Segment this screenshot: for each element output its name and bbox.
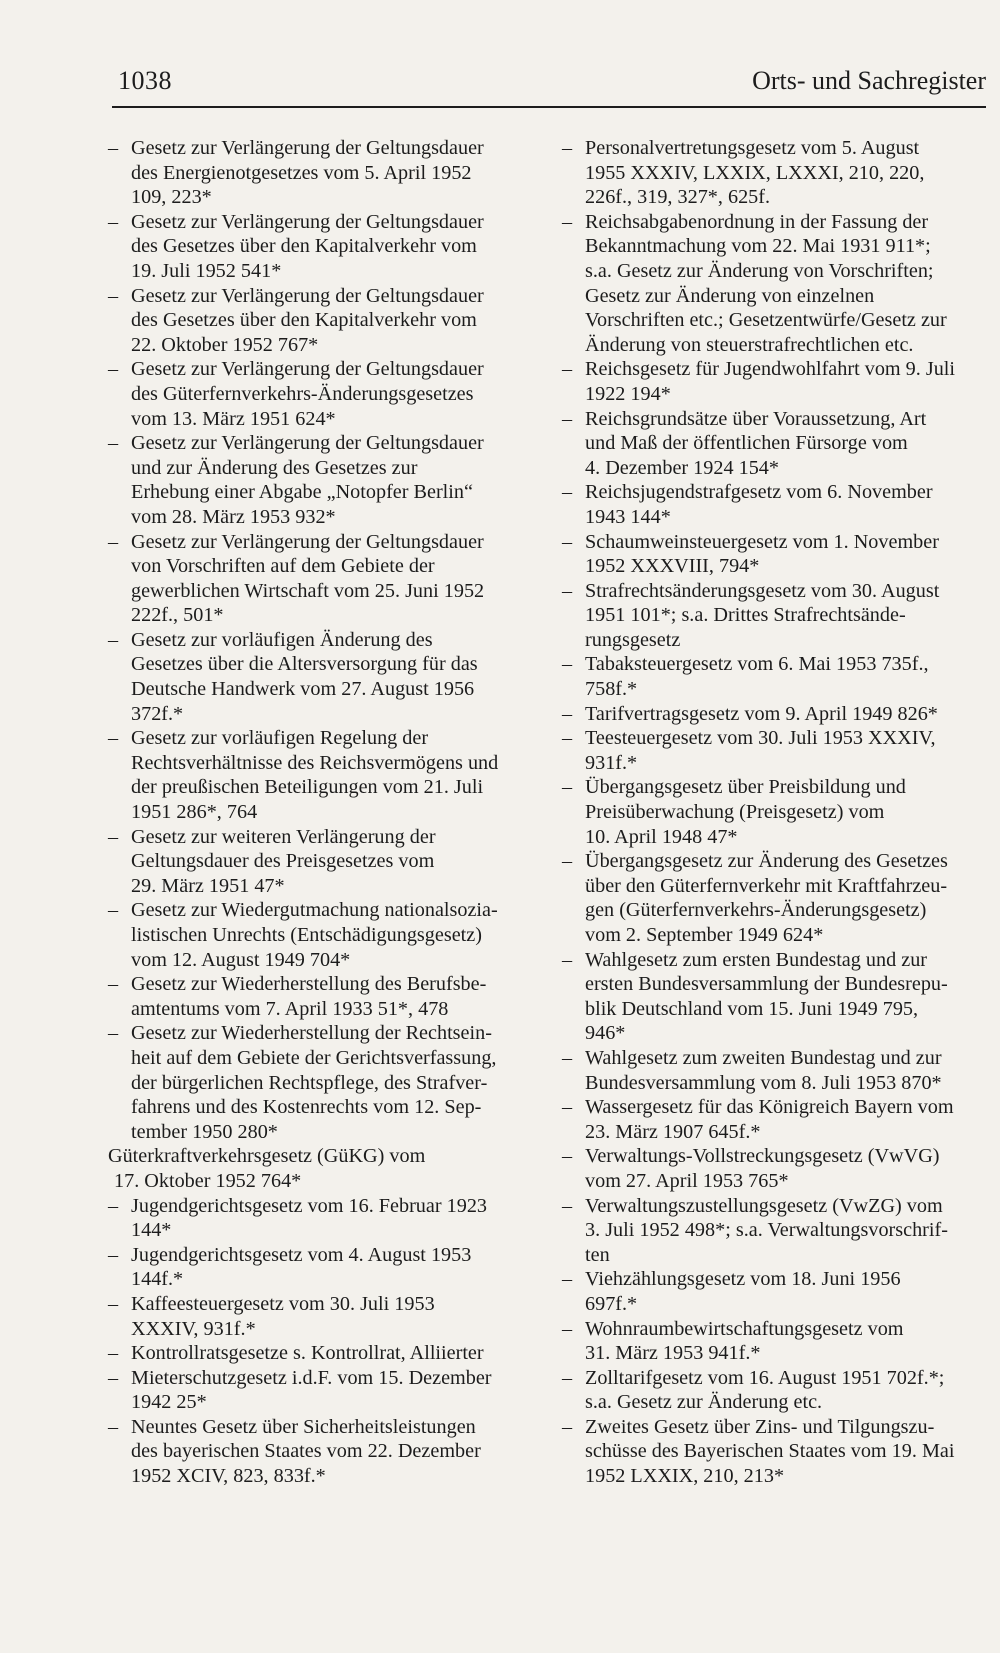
entry-text: Gesetz zur Verlängerung der Geltungsdauer des Gesetzes über den Kapitalverkehr vom 19. Juli 1952 541*: [131, 210, 484, 282]
entry-dash: –: [562, 948, 573, 971]
index-entry: [562, 1095, 990, 1144]
entry-text: Verwaltungszustellungsgesetz (VwZG) vom 3. Juli 1952 498*; s.a. Verwaltungsvorschrif- ten: [585, 1194, 948, 1266]
entry-text: Wassergesetz für das Königreich Bayern vom 23. März 1907 645f.*: [585, 1096, 954, 1143]
entry-text: Gesetz zur Verlängerung der Geltungsdauer von Vorschriften auf dem Gebiete der gewerblichen Wirtschaft vom 25. Juni 1952 222f., 501*: [131, 530, 485, 627]
entry-text: Gesetz zur Verlängerung der Geltungsdauer des Güterfernverkehrs-Änderungsgesetzes vom 13. März 1951 624*: [131, 358, 484, 430]
page-number: 1038: [118, 66, 172, 95]
index-entry: [562, 652, 990, 701]
entry-dash: –: [562, 1096, 573, 1119]
index-entry: [562, 948, 990, 1046]
entry-text: Jugendgerichtsgesetz vom 4. August 1953 144f.*: [131, 1243, 472, 1291]
entry-dash: –: [108, 137, 119, 159]
entry-dash: –: [562, 579, 573, 602]
entry-dash: –: [108, 727, 119, 750]
index-entry: [562, 530, 990, 579]
index-entry: [562, 1144, 990, 1193]
entry-text: Gesetz zur weiteren Verlängerung der Geltungsdauer des Preisgesetzes vom 29. März 1951 47*: [131, 825, 436, 897]
index-entry: [108, 1366, 540, 1415]
entry-text: Reichsgesetz für Jugendwohlfahrt vom 9. Juli 1922 194*: [585, 358, 956, 405]
entry-dash: –: [562, 776, 573, 799]
entry-dash: –: [108, 530, 119, 553]
entry-text: Gesetz zur Wiederherstellung des Berufsbe- amtentums vom 7. April 1933 51*, 478: [131, 973, 487, 1020]
index-entry: [108, 1341, 540, 1366]
entry-text: Neuntes Gesetz über Sicherheitsleistungen des bayerischen Staates vom 22. Dezember 1952 XCIV, 823, 833f.*: [131, 1415, 481, 1488]
entry-text: Zweites Gesetz über Zins- und Tilgungszu- schüsse des Bayerischen Staates vom 19. Mai 1952 LXXIX, 210, 213*: [585, 1415, 955, 1488]
entry-dash: –: [108, 1342, 119, 1365]
entry-dash: –: [108, 628, 119, 651]
entry-dash: –: [562, 1366, 573, 1389]
entry-text: Personalvertretungsgesetz vom 5. August 1955 XXXIV, LXXIX, LXXXI, 210, 220, 226f., 319, 327*, 625f.: [585, 137, 925, 209]
index-entry: [562, 136, 990, 210]
index-entry: [108, 825, 540, 899]
index-entry: [562, 1366, 990, 1415]
entry-text: Wahlgesetz zum zweiten Bundestag und zur Bundesversammlung vom 8. Juli 1953 870*: [585, 1046, 942, 1094]
entry-dash: –: [562, 653, 573, 676]
header-rule: [112, 106, 986, 108]
index-entry: [108, 136, 540, 210]
entry-dash: –: [562, 1145, 573, 1168]
index-entry: [562, 1415, 990, 1489]
entry-text: Viehzählungsgesetz vom 18. Juni 1956 697f.*: [585, 1268, 901, 1315]
entry-text: Strafrechtsänderungsgesetz vom 30. August 1951 101*; s.a. Drittes Strafrechtsände- rungsgesetz: [585, 579, 940, 651]
index-entry: [562, 726, 990, 775]
entry-text: Gesetz zur Verlängerung der Geltungsdauer und zur Änderung des Gesetzes zur Erhebung einer Abgabe „Notopfer Berlin“ vom 28. März 1953 932*: [131, 432, 484, 528]
index-entry: [108, 357, 540, 431]
index-entry: [108, 972, 540, 1021]
entry-text: Tabaksteuergesetz vom 6. Mai 1953 735f., 758f.*: [585, 653, 929, 701]
entry-dash: –: [562, 1415, 573, 1438]
entry-dash: –: [562, 702, 573, 725]
index-entry: [108, 1243, 540, 1292]
entry-dash: –: [562, 137, 573, 159]
entry-dash: –: [562, 1317, 573, 1340]
entry-dash: –: [562, 358, 573, 381]
entry-text: Zolltarifgesetz vom 16. August 1951 702f.*; s.a. Gesetz zur Änderung etc.: [585, 1366, 945, 1414]
index-entry: [562, 357, 990, 406]
entry-text: Schaumweinsteuergesetz vom 1. November 1952 XXXVIII, 794*: [585, 530, 939, 578]
entry-dash: –: [108, 825, 119, 848]
index-entry: [562, 1046, 990, 1095]
entry-dash: –: [108, 210, 119, 233]
index-entry: [562, 480, 990, 529]
entry-dash: –: [108, 432, 119, 455]
index-entry: [562, 579, 990, 653]
index-entry: [108, 1144, 540, 1193]
entry-dash: –: [108, 1415, 119, 1438]
entry-dash: –: [108, 1022, 119, 1045]
entry-dash: –: [562, 407, 573, 430]
entry-dash: –: [562, 481, 573, 504]
entry-dash: –: [108, 1292, 119, 1315]
entry-dash: –: [108, 1243, 119, 1266]
index-entry: [108, 284, 540, 358]
index-entry: [562, 849, 990, 947]
entry-text: Verwaltungs-Vollstreckungsgesetz (VwVG) vom 27. April 1953 765*: [585, 1145, 940, 1192]
index-entry: [108, 628, 540, 726]
index-entry: [562, 1267, 990, 1316]
entry-text: Gesetz zur Verlängerung der Geltungsdauer des Energienotgesetzes vom 5. April 1952 109, 223*: [131, 137, 484, 209]
entry-text: Wahlgesetz zum ersten Bundestag und zur ersten Bundesversammlung der Bundesrepu- blik Deutschland vom 15. Juni 1949 795, 946*: [585, 948, 948, 1045]
entry-dash: –: [562, 850, 573, 873]
index-entry: [108, 210, 540, 284]
entry-text: Wohnraumbewirtschaftungsgesetz vom 31. März 1953 941f.*: [585, 1317, 904, 1365]
entry-text: Reichsjugendstrafgesetz vom 6. November 1943 144*: [585, 481, 933, 528]
index-entry: [562, 775, 990, 849]
running-title: Orts- und Sachregister: [752, 66, 986, 95]
entry-text: Gesetz zur vorläufigen Regelung der Rechtsverhältnisse des Reichsvermögens und der preußischen Beteiligungen vom 21. Juli 1951 286*, 764: [131, 727, 499, 824]
index-entry: [108, 431, 540, 529]
entry-text: Gesetz zur Verlängerung der Geltungsdauer des Gesetzes über den Kapitalverkehr vom 22. Oktober 1952 767*: [131, 284, 484, 356]
index-entry: [108, 726, 540, 824]
entry-text: Jugendgerichtsgesetz vom 16. Februar 1923 144*: [131, 1194, 488, 1242]
entry-text: Teesteuergesetz vom 30. Juli 1953 XXXIV, 931f.*: [585, 727, 936, 774]
entry-dash: –: [562, 1268, 573, 1291]
index-entry: [562, 210, 990, 358]
index-entry: [108, 898, 540, 972]
entry-text: Übergangsgesetz zur Änderung des Gesetzes über den Güterfernverkehr mit Kraftfahrzeu- gen (Güterfernverkehrs-Änderungsgesetz) vom 2. September 1949 624*: [585, 850, 948, 946]
entry-dash: –: [108, 1194, 119, 1217]
index-entry: [108, 1021, 540, 1144]
entry-dash: –: [108, 1366, 119, 1389]
entry-text: Gesetz zur Wiedergutmachung nationalsozia- listischen Unrechts (Entschädigungsgesetz) vom 12. August 1949 704*: [131, 899, 498, 971]
index-entry: [562, 702, 990, 727]
entry-text: Tarifvertragsgesetz vom 9. April 1949 826*: [585, 702, 938, 725]
right-column: [562, 136, 990, 1489]
index-entry: [562, 1194, 990, 1268]
index-entry: [562, 407, 990, 481]
index-entry: [108, 1194, 540, 1243]
entry-text: Reichsgrundsätze über Voraussetzung, Art und Maß der öffentlichen Fürsorge vom 4. Dezember 1924 154*: [585, 407, 927, 479]
index-entry: [108, 1292, 540, 1341]
entry-dash: –: [562, 727, 573, 750]
index-entry: [108, 1415, 540, 1489]
index-entry: [108, 530, 540, 628]
index-entry: [562, 1317, 990, 1366]
entry-dash: –: [562, 210, 573, 233]
entry-text: Übergangsgesetz über Preisbildung und Preisüberwachung (Preisgesetz) vom 10. April 1948 47*: [585, 776, 906, 848]
entry-dash: –: [562, 530, 573, 553]
entry-text: Gesetz zur Wiederherstellung der Rechtsein- heit auf dem Gebiete der Gerichtsverfassung, der bürgerlichen Rechtspflege, des Strafver- fahrens und des Kostenrechts vom 12. Sep- tember 1950 280*: [131, 1022, 497, 1143]
entry-dash: –: [562, 1046, 573, 1069]
entry-dash: –: [108, 358, 119, 381]
entry-text: Kaffeesteuergesetz vom 30. Juli 1953 XXXIV, 931f.*: [131, 1292, 435, 1340]
left-column: [108, 136, 540, 1489]
entry-text: Reichsabgabenordnung in der Fassung der Bekanntmachung vom 22. Mai 1931 911*; s.a. Gesetz zur Änderung von Vorschriften; Gesetz zur Änderung von einzelnen Vorschriften etc.; Gesetzentwürfe/Gesetz zur Änderung von steuerstrafrechtlichen etc.: [585, 210, 947, 356]
entry-dash: –: [108, 973, 119, 996]
entry-dash: –: [562, 1194, 573, 1217]
entry-text: Mieterschutzgesetz i.d.F. vom 15. Dezember 1942 25*: [131, 1366, 492, 1414]
entry-dash: –: [108, 284, 119, 307]
page-header: [112, 66, 986, 102]
entry-text: Gesetz zur vorläufigen Änderung des Gesetzes über die Altersversorgung für das Deutsche Handwerk vom 27. August 1956 372f.*: [131, 628, 478, 725]
entry-text: Kontrollratsgesetze s. Kontrollrat, Alliierter: [131, 1342, 484, 1365]
entry-dash: –: [108, 899, 119, 922]
entry-text: Güterkraftverkehrsgesetz (GüKG) vom 17. Oktober 1952 764*: [108, 1145, 426, 1192]
